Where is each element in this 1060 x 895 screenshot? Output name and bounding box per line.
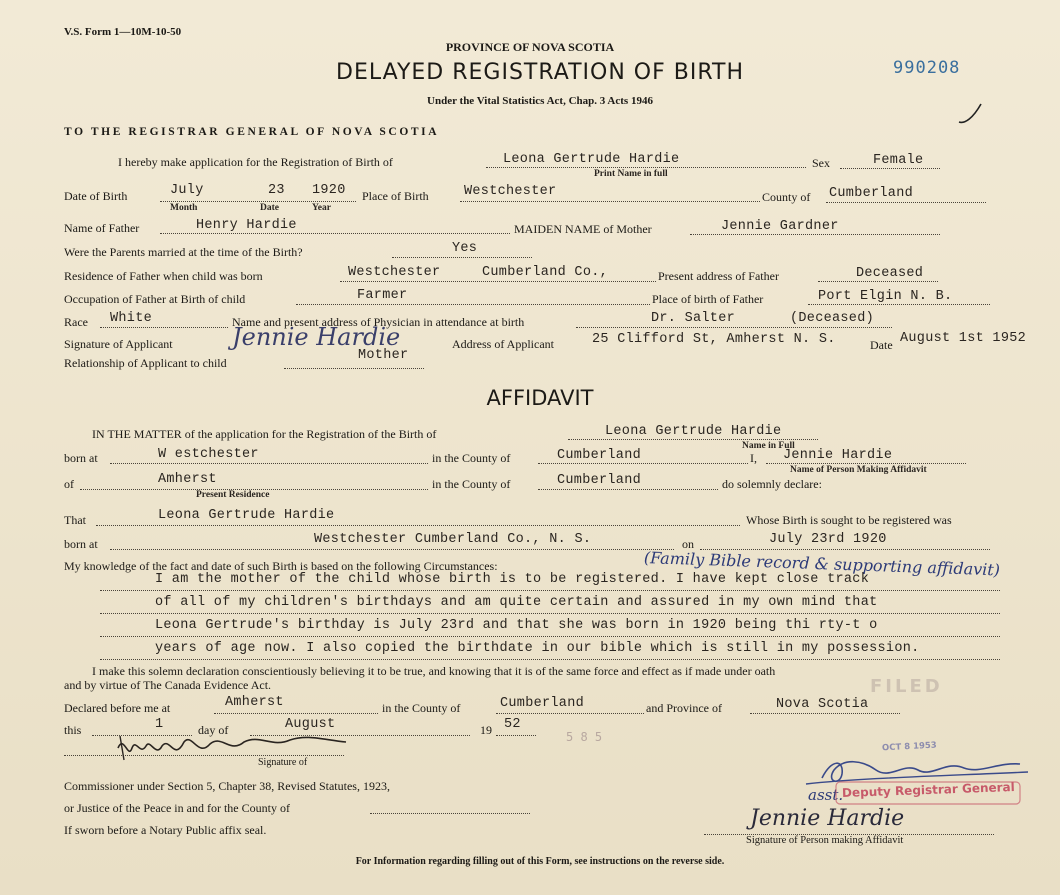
place-of-birth-label: Place of Birth	[362, 189, 429, 203]
child-name-caption: Print Name in full	[594, 169, 668, 179]
serial-number: 990208	[893, 58, 961, 78]
province-label: and Province of	[646, 701, 722, 715]
day-value: 1	[155, 717, 164, 732]
residence-value: Amherst	[158, 472, 217, 487]
relationship-label: Relationship of Applicant to child	[64, 356, 227, 370]
place-of-birth-value: Westchester	[464, 184, 557, 199]
present-address-value: Deceased	[856, 266, 924, 281]
child-name-value: Leona Gertrude Hardie	[503, 152, 680, 167]
born-at-label-2: born at	[64, 537, 98, 551]
of-label: of	[64, 477, 74, 491]
county-value-3: Cumberland	[500, 696, 585, 711]
father-birthplace-value: Port Elgin N. B.	[818, 289, 953, 304]
deponent-value: Jennie Hardie	[783, 448, 893, 463]
date-caption: Date	[260, 203, 279, 213]
commissioner-signature	[110, 728, 360, 766]
declared-at-value: Amherst	[225, 695, 284, 710]
relationship-value: Mother	[358, 348, 409, 363]
residence-town-value: Westchester	[348, 265, 441, 280]
this-label: this	[64, 723, 82, 737]
registrar-stamp: Deputy Registrar General	[841, 779, 1015, 800]
check-mark-icon	[955, 100, 985, 128]
residence-county-value: Cumberland Co.,	[482, 265, 609, 280]
declared-label: Declared before me at	[64, 701, 171, 715]
notary-line: If sworn before a Notary Public affix seal.	[64, 823, 267, 837]
deponent-signature: Jennie Hardie	[750, 806, 905, 831]
that-label: That	[64, 513, 86, 527]
year-suffix-value: 52	[504, 717, 521, 732]
born-place-value: Westchester Cumberland Co., N. S.	[314, 532, 592, 547]
county-value: Cumberland	[829, 186, 914, 201]
born-at-value: W estchester	[158, 447, 259, 462]
declare-label: do solemnly declare:	[722, 477, 822, 491]
married-value: Yes	[452, 241, 478, 256]
date-value: August 1st 1952	[900, 331, 1027, 346]
handwritten-note: (Family Bible record & supporting affidavit)	[643, 548, 1001, 580]
mother-value: Jennie Gardner	[721, 219, 839, 234]
sex-value: Female	[873, 153, 924, 168]
county-value-1: Cumberland	[557, 448, 642, 463]
married-label: Were the Parents married at the time of the Birth?	[64, 245, 303, 259]
day-of-label: day of	[198, 723, 229, 737]
county-label: County of	[762, 190, 811, 204]
on-label: on	[682, 537, 694, 551]
dob-month-value: July	[170, 183, 204, 198]
signature-label: Signature of Applicant	[64, 337, 173, 351]
province-value: Nova Scotia	[776, 697, 869, 712]
father-value: Henry Hardie	[196, 218, 297, 233]
province-heading: PROVINCE OF NOVA SCOTIA	[445, 40, 615, 54]
knowledge-label: My knowledge of the fact and date of such Birth is based on the following Circumstances:	[64, 559, 498, 573]
applicant-signature: Jennie Hardie	[232, 323, 401, 351]
matter-name-value: Leona Gertrude Hardie	[605, 424, 782, 439]
born-at-label: born at	[64, 451, 98, 465]
dob-date-value: 23	[268, 183, 285, 198]
name-in-full-caption: Name in Full	[742, 441, 795, 451]
circumstance-line-4: years of age now. I also copied the birthdate in our bible which is still in my possession.	[155, 641, 920, 656]
justice-line: or Justice of the Peace in and for the County of	[64, 801, 290, 815]
filed-stamp: FILED	[870, 676, 943, 697]
declaration-line-1: I make this solemn declaration conscientiously believing it to be true, and knowing that it is of the same force and effect as if made under oath	[92, 664, 776, 678]
faint-bleed-mark: 5 8 5	[566, 730, 603, 744]
document-subtitle: Under the Vital Statistics Act, Chap. 3 Acts 1946	[427, 95, 653, 107]
residence-caption: Present Residence	[196, 490, 270, 500]
month-value: August	[285, 717, 336, 732]
form-id: V.S. Form 1—10M-10-50	[64, 26, 182, 38]
dob-year-value: 1920	[312, 183, 346, 198]
asst-annotation: asst.	[808, 786, 844, 804]
date-stamp: OCT 8 1953	[881, 740, 937, 754]
county-label-1: in the County of	[432, 451, 511, 465]
present-address-label: Present address of Father	[658, 269, 779, 283]
month-caption: Month	[170, 203, 198, 213]
county-label-3: in the County of	[382, 701, 461, 715]
commissioner-line: Commissioner under Section 5, Chapter 38, Revised Statutes, 1923,	[64, 779, 390, 793]
circumstance-line-1: I am the mother of the child whose birth is to be registered. I have kept close track	[155, 572, 870, 587]
deponent-signature-caption: Signature of Person making Affidavit	[746, 835, 904, 846]
declaration-line-2: and by virtue of The Canada Evidence Act.	[64, 678, 272, 692]
born-date-value: July 23rd 1920	[769, 532, 887, 547]
whose-birth-label: Whose Birth is sought to be registered was	[746, 513, 952, 527]
physician-value: Dr. Salter	[651, 311, 736, 326]
document-title: DELAYED REGISTRATION OF BIRTH	[336, 60, 744, 85]
intro-label: I hereby make application for the Registration of Birth of	[118, 155, 393, 169]
physician-note-value: (Deceased)	[790, 311, 875, 326]
year-caption: Year	[312, 203, 331, 213]
year-prefix: 19	[480, 723, 492, 737]
that-name-value: Leona Gertrude Hardie	[158, 508, 335, 523]
county-value-2: Cumberland	[557, 473, 642, 488]
residence-label: Residence of Father when child was born	[64, 269, 263, 283]
signature-of-caption: Signature of	[258, 757, 308, 768]
race-value: White	[110, 311, 153, 326]
father-label: Name of Father	[64, 221, 140, 235]
i-label: I,	[750, 451, 757, 465]
physician-label: Name and present address of Physician in attendance at birth	[232, 315, 525, 329]
addressee-line: TO THE REGISTRAR GENERAL OF NOVA SCOTIA	[64, 126, 440, 138]
affidavit-heading: AFFIDAVIT	[486, 386, 594, 410]
deponent-caption: Name of Person Making Affidavit	[790, 465, 927, 475]
mother-label: MAIDEN NAME of Mother	[514, 222, 652, 236]
registrar-stamp-border	[834, 778, 1024, 808]
footer-note: For Information regarding filling out of this Form, see instructions on the reverse side.	[355, 856, 725, 867]
matter-label: IN THE MATTER of the application for the Registration of the Birth of	[92, 427, 437, 441]
address-label: Address of Applicant	[452, 337, 554, 351]
address-value: 25 Clifford St, Amherst N. S.	[592, 332, 836, 347]
date-label: Date	[870, 338, 893, 352]
occupation-label: Occupation of Father at Birth of child	[64, 292, 246, 306]
circumstance-line-3: Leona Gertrude's birthday is July 23rd and that she was born in 1920 being thi rty-t o	[155, 618, 878, 633]
dob-label: Date of Birth	[64, 189, 128, 203]
occupation-value: Farmer	[357, 288, 408, 303]
race-label: Race	[64, 315, 88, 329]
circumstance-line-2: of all of my children's birthdays and am quite certain and assured in my own mind that	[155, 595, 878, 610]
father-birthplace-label: Place of birth of Father	[652, 292, 764, 306]
sex-label: Sex	[812, 156, 830, 170]
county-label-2: in the County of	[432, 477, 511, 491]
